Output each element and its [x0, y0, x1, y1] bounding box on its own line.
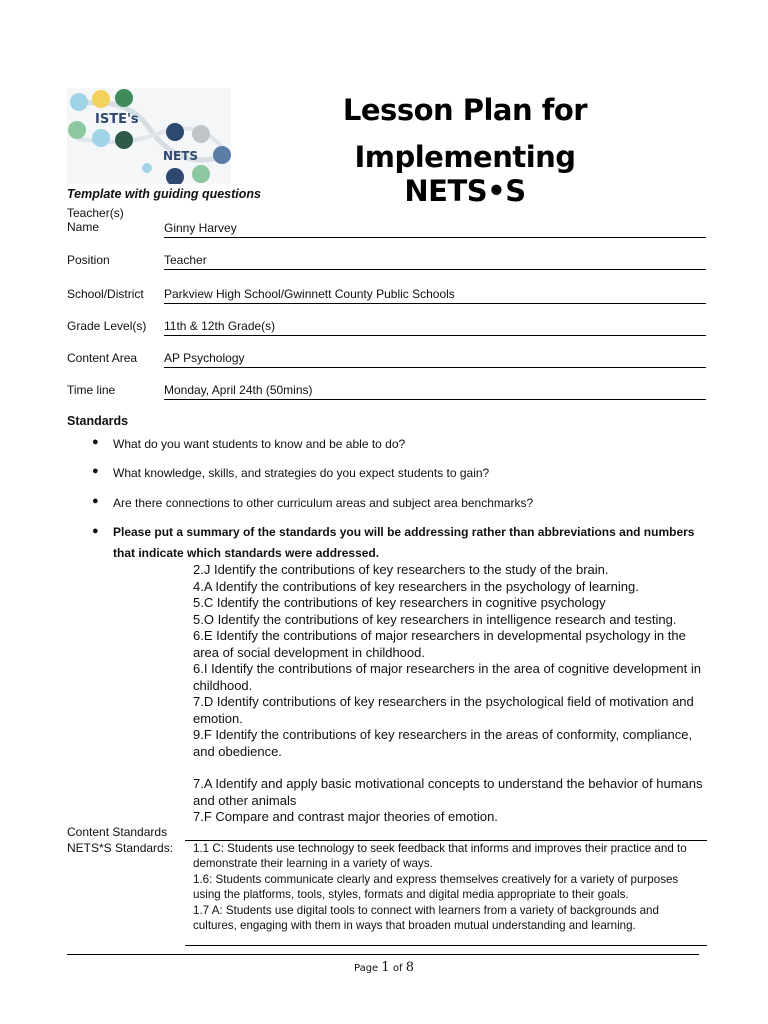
teacher-label-line2: Name — [67, 220, 100, 234]
nets-standards-label: NETS*S Standards: — [67, 841, 174, 855]
position-value: Teacher — [164, 253, 706, 270]
teacher-label-line1: Teacher(s) — [67, 206, 124, 220]
page-title-line2: Implementing NETS•S — [354, 140, 576, 208]
school-district-label: School/District — [67, 287, 144, 301]
bullet-icon: ● — [92, 495, 99, 507]
position-label: Position — [67, 253, 110, 267]
grade-level-label: Grade Level(s) — [67, 319, 147, 333]
nets-item: 1.6: Students communicate clearly and express themselves creatively for a variety of purposes using the platforms, tools, styles, formats and digital media appropriate to their goals. — [193, 872, 679, 902]
istes-nets-logo — [67, 88, 231, 184]
standard-item: 7.F Compare and contrast major theories of emotion. — [193, 809, 498, 824]
logo-text-nets: NETS — [163, 149, 199, 163]
nets-item: 1.7 A: Students use digital tools to connect with learners from a variety of backgrounds and cultures, engaging with them in ways that broaden mutual understanding and learning. — [193, 903, 659, 933]
standard-item: 6.E Identify the contributions of major researchers in developmental psychology in the area of social development in childhood. — [193, 628, 686, 660]
spacer — [193, 760, 703, 776]
divider — [185, 945, 707, 946]
content-area-label: Content Area — [67, 351, 138, 365]
standard-item: 9.F Identify the contributions of key researchers in the areas of conformity, compliance, and obedience. — [193, 727, 693, 759]
of-word: of — [392, 963, 403, 974]
content-standards-list — [193, 562, 703, 826]
school-district-value: Parkview High School/Gwinnett County Public Schools — [164, 287, 706, 304]
logo-text-istes: ISTE's — [95, 112, 139, 127]
bullet-icon: ● — [92, 525, 99, 537]
guiding-question-text: Are there connections to other curriculum areas and subject area benchmarks? — [113, 496, 534, 510]
page-number: 1 — [381, 960, 390, 975]
standard-item: 5.C Identify the contributions of key researchers in cognitive psychology — [193, 595, 606, 610]
time-line-label: Time line — [67, 383, 116, 397]
page-footer — [0, 960, 768, 975]
page-title-line1: Lesson Plan for — [342, 93, 588, 127]
time-line-value: Monday, April 24th (50mins) — [164, 383, 706, 400]
content-area-value: AP Psychology — [164, 351, 706, 368]
content-standards-label: Content Standards — [67, 825, 168, 839]
standard-item: 6.I Identify the contributions of major researchers in the area of cognitive development in childhood. — [193, 661, 702, 693]
standard-item: 4.A Identify the contributions of key researchers in the psychology of learning. — [193, 578, 639, 594]
grade-level-value: 11th & 12th Grade(s) — [164, 319, 706, 336]
standard-item: 2.J Identify the contributions of key researchers to the study of the brain. — [193, 562, 609, 577]
bullet-icon: ● — [92, 465, 99, 477]
teacher-name-label — [67, 206, 124, 234]
footer-divider — [67, 954, 699, 955]
guiding-question-text: What do you want students to know and be able to do? — [113, 437, 406, 451]
nets-standards-list — [193, 841, 705, 933]
page-word: Page — [354, 963, 379, 974]
nets-item: 1.1 C: Students use technology to seek feedback that informs and improves their practice and to demonstrate their learning in a variety of ways. — [193, 842, 687, 871]
standards-heading: Standards — [67, 414, 129, 428]
guiding-question-text: What knowledge, skills, and strategies do you expect students to gain? — [113, 466, 490, 480]
standard-item: 7.D Identify contributions of key researchers in the psychological field of motivation and emotion. — [193, 694, 694, 726]
page-total: 8 — [405, 960, 414, 975]
standard-item: 5.O Identify the contributions of key researchers in intelligence research and testing. — [193, 611, 677, 627]
standard-item: 7.A Identify and apply basic motivational concepts to understand the behavior of humans and other animals — [193, 776, 703, 808]
teacher-name-value: Ginny Harvey — [164, 221, 706, 238]
bullet-icon: ● — [92, 436, 99, 448]
template-subtitle: Template with guiding questions — [67, 187, 261, 201]
guiding-question-text: Please put a summary of the standards you will be addressing rather than abbreviations and numbers that indicate which standards were addressed. — [113, 525, 695, 560]
